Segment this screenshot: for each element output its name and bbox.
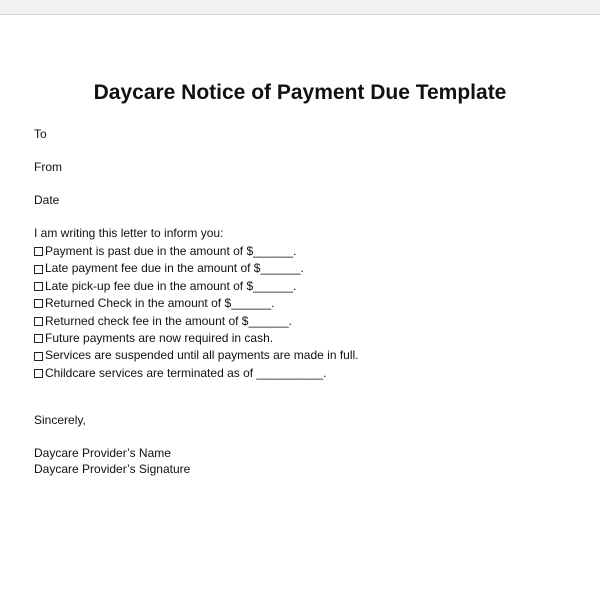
checklist-item[interactable]: [34, 278, 359, 295]
checkbox-icon[interactable]: [34, 265, 43, 274]
checkbox-icon[interactable]: [34, 369, 43, 378]
checkbox-icon[interactable]: [34, 282, 43, 291]
checklist-item[interactable]: [34, 365, 359, 382]
document-title: Daycare Notice of Payment Due Template: [93, 81, 507, 104]
provider-signature: Daycare Provider’s Signature: [34, 462, 191, 476]
closing-text: Sincerely,: [34, 413, 86, 427]
window-top-bar: [0, 0, 600, 15]
checklist-item-label: Late pick-up fee due in the amount of $______.: [45, 278, 297, 293]
provider-name: Daycare Provider’s Name: [34, 446, 171, 460]
checklist-item-label: Future payments are now required in cash.: [45, 330, 274, 345]
checkbox-icon[interactable]: [34, 299, 43, 308]
checkbox-icon[interactable]: [34, 317, 43, 326]
date-label: Date: [34, 193, 60, 207]
checklist-item-label: Returned Check in the amount of $______.: [45, 296, 275, 311]
payment-checklist: [34, 243, 359, 382]
checklist-item-label: Late payment fee due in the amount of $______.: [45, 261, 304, 276]
checklist-item-label: Childcare services are terminated as of __________.: [45, 365, 327, 380]
checklist-item[interactable]: [34, 295, 359, 312]
checklist-item[interactable]: [34, 243, 359, 260]
checklist-item[interactable]: [34, 347, 359, 364]
checklist-item-label: Returned check fee in the amount of $______.: [45, 313, 292, 328]
checkbox-icon[interactable]: [34, 334, 43, 343]
checkbox-icon[interactable]: [34, 247, 43, 256]
checkbox-icon[interactable]: [34, 352, 43, 361]
checklist-item-label: Payment is past due in the amount of $______.: [45, 244, 297, 258]
checklist-item[interactable]: [34, 260, 359, 277]
checklist-item[interactable]: [34, 313, 359, 330]
checklist-item-label: Services are suspended until all payments are made in full.: [45, 348, 359, 363]
from-label: From: [34, 160, 62, 174]
checklist-item[interactable]: [34, 330, 359, 347]
to-label: To: [34, 127, 47, 141]
intro-text: I am writing this letter to inform you:: [34, 226, 224, 240]
